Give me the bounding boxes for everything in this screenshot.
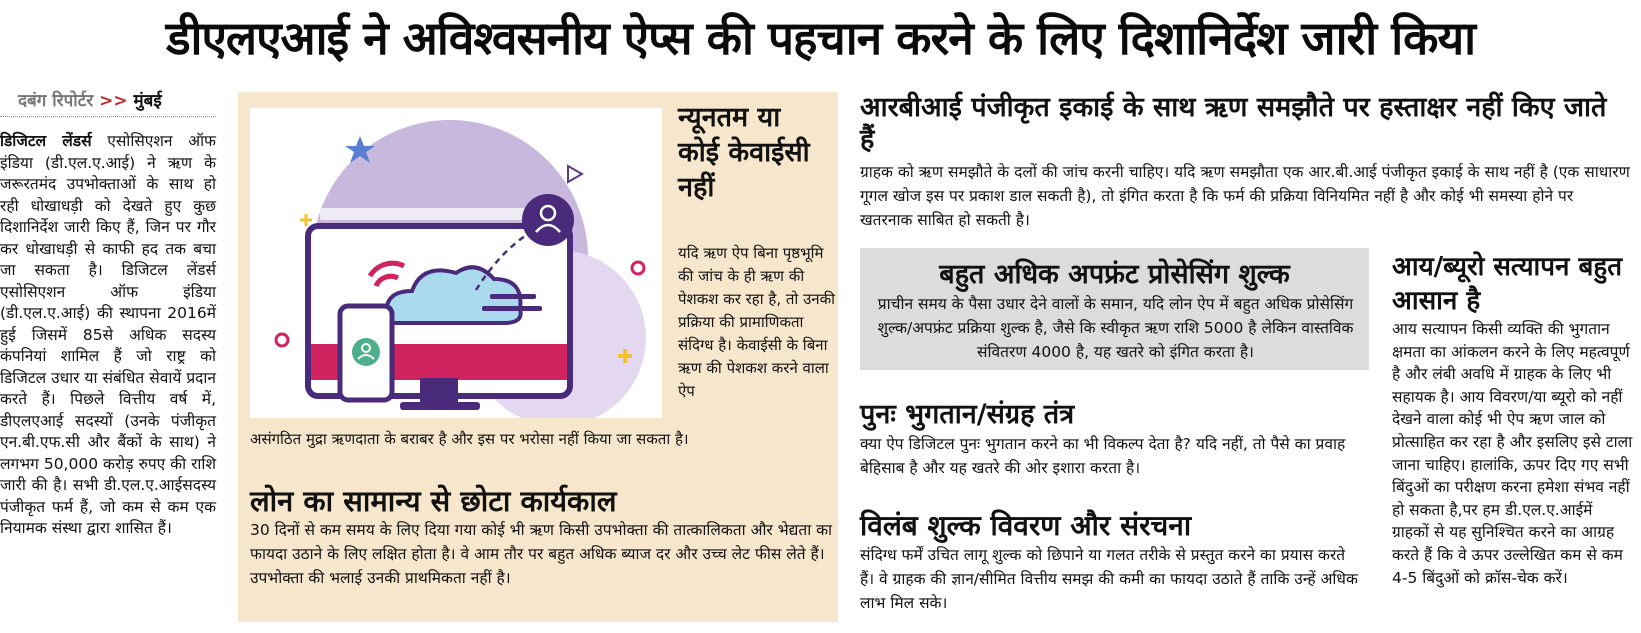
upfront-fee-body: प्राचीन समय के पैसा उधार देने वालों के समान, यदि लोन ऐप में बहुत अधिक प्रोसेसिंग शुल्क/अपफ्रंट प्रक्रिया शुल्क है, जैसे कि स्वीकृत ऋण राशि 5000 है लेकिन वास्तविक संवितरण 4000 है, यह खतरे को इंगित करता है। [877, 295, 1354, 361]
rbi-heading: आरबीआई पंजीकृत इकाई के साथ ऋण समझौते पर हस्ताक्षर नहीं किए जाते हैं [860, 92, 1607, 155]
computer-cloud-security-illustration-icon [250, 108, 662, 418]
headline: डीएलएआई ने अविश्वसनीय ऐप्स की पहचान करने के लिए दिशानिर्देश जारी किया [165, 11, 1476, 65]
kyc-body-part2: असंगठित मुद्रा ऋणदाता के बराबर है और इस पर भरोसा नहीं किया जा सकता है। [250, 430, 689, 448]
intro-text: एसोसिएशन ऑफ इंडिया (डी.एल.ए.आई) ने ऋण के जरूरतमंद उपभोक्ताओं के साथ हो रही धोखाधड़ी को देखते हुए कुछ दिशानिर्देश जारी किए हैं, जिन पर गौर कर धोखाधड़ी से काफी हद तक बचा जा सकता है। डिजिटल लेंडर्स एसोसिएशन ऑफ इंडिया (डी.एल.ए.आई) की स्थापना 2016में हुई जिसमें 85से अधिक सदस्य कंपनियां शामिल हैं जो राष्ट्र को डिजिटल उधार या संबंधित सेवायें प्रदान करते हैं। पिछले वित्तीय वर्ष में, डीएलएआई सदस्यों (उनके पंजीकृत एन.बी.एफ.सी और बैंकों के साथ) ने लगभग 50,000 करोड़ रुपए की राशि जारी की है। सभी डी.एल.ए.आईसदस्य पंजीकृत फर्म हैं, जो कम से कम एक नियामक संस्था द्वारा शासित हैं। [0, 132, 216, 537]
byline-reporter: दबंग रिपोर्टर [18, 91, 94, 111]
intro-lead: डिजिटल लेंडर्स [0, 132, 92, 150]
repayment-heading: पुनः भुगतान/संग्रह तंत्र [860, 399, 1075, 430]
upfront-fee-heading: बहुत अधिक अपफ्रंट प्रोसेसिंग शुल्क [939, 259, 1290, 290]
rbi-body: ग्राहक को ऋण समझौते के दलों की जांच करनी चाहिए। यदि ऋण समझौता एक आर.बी.आई पंजीकृत इकाई के साथ नहीं है (एक साधारण गूगल खोज इस पर प्रकाश डाल सकती है), तो इंगित करता है कि फर्म की प्रक्रिया विनियमित नहीं है और कोई भी समस्या होने पर खतरनाक साबित हो सकती है। [860, 163, 1630, 229]
income-heading: आय/ब्यूरो सत्यापन बहुत आसान है [1392, 252, 1623, 316]
short-tenure-heading: लोन का सामान्य से छोटा कार्यकाल [250, 484, 617, 518]
kyc-heading: न्यूनतम या कोई केवाईसी नहीं [678, 102, 810, 203]
byline [18, 90, 218, 112]
late-fee-heading: विलंब शुल्क विवरण और संरचना [860, 509, 1192, 542]
income-body: आय सत्यापन किसी व्यक्ति की भुगतान क्षमता का आंकलन करने के लिए महत्वपूर्ण है और लंबी अवधि में ग्राहक के लिए भी सहायक है। आय विवरण/या ब्यूरो को नहीं देखने वाला कोई भी ऐप ऋण जाल को प्रोत्साहित कर रहा है और इसलिए इसे टाला जाना चाहिए। हालांकि, ऊपर दिए गए सभी बिंदुओं का परीक्षण करना हमेशा संभव नहीं हो सकता है,पर हम डी.एल.ए.आईमें ग्राहकों से यह सुनिश्चित करने का आग्रह करते हैं कि वे ऊपर उल्लेखित कम से कम 4-5 बिंदुओं को क्रॉस-चेक करें। [1392, 320, 1633, 587]
illustration [250, 108, 662, 418]
short-tenure-body: 30 दिनों से कम समय के लिए दिया गया कोई भी ऋण किसी उपभोक्ता की तात्कालिकता और भेद्यता का फायदा उठाने के लिए लक्षित होता है। वे आम तौर पर बहुत अधिक ब्याज दर और उच्च लेट फीस लेते हैं। उपभोक्ता की भलाई उनकी प्राथमिकता नहीं है। [250, 521, 833, 587]
byline-separator: >> [99, 91, 128, 111]
byline-city: मुंबई [133, 91, 162, 111]
late-fee-body: संदिग्ध फर्में उचित लागू शुल्क को छिपाने या गलत तरीके से प्रस्तुत करने का प्रयास करते हैं। वे ग्राहक की ज्ञान/सीमित वित्तीय समझ की कमी का फायदा उठाते हैं ताकि उन्हें अधिक लाभ मिल सके। [860, 546, 1358, 612]
byline-divider [0, 116, 216, 117]
intro-paragraph [0, 131, 216, 540]
repayment-body: क्या ऐप डिजिटल पुनः भुगतान करने का भी विकल्प देता है? यदि नहीं, तो पैसे का प्रवाह बेहिसाब है और यह खतरे की ओर इशारा करता है। [860, 435, 1346, 477]
kyc-body-part1: यदि ऋण ऐप बिना पृष्ठभूमि की जांच के ही ऋण की पेशकश कर रहा है, तो उनकी प्रक्रिया की प्रामाणिकता संदिग्ध है। केवाईसी के बिना ऋण की पेशकश करने वाला ऐप [678, 244, 836, 400]
